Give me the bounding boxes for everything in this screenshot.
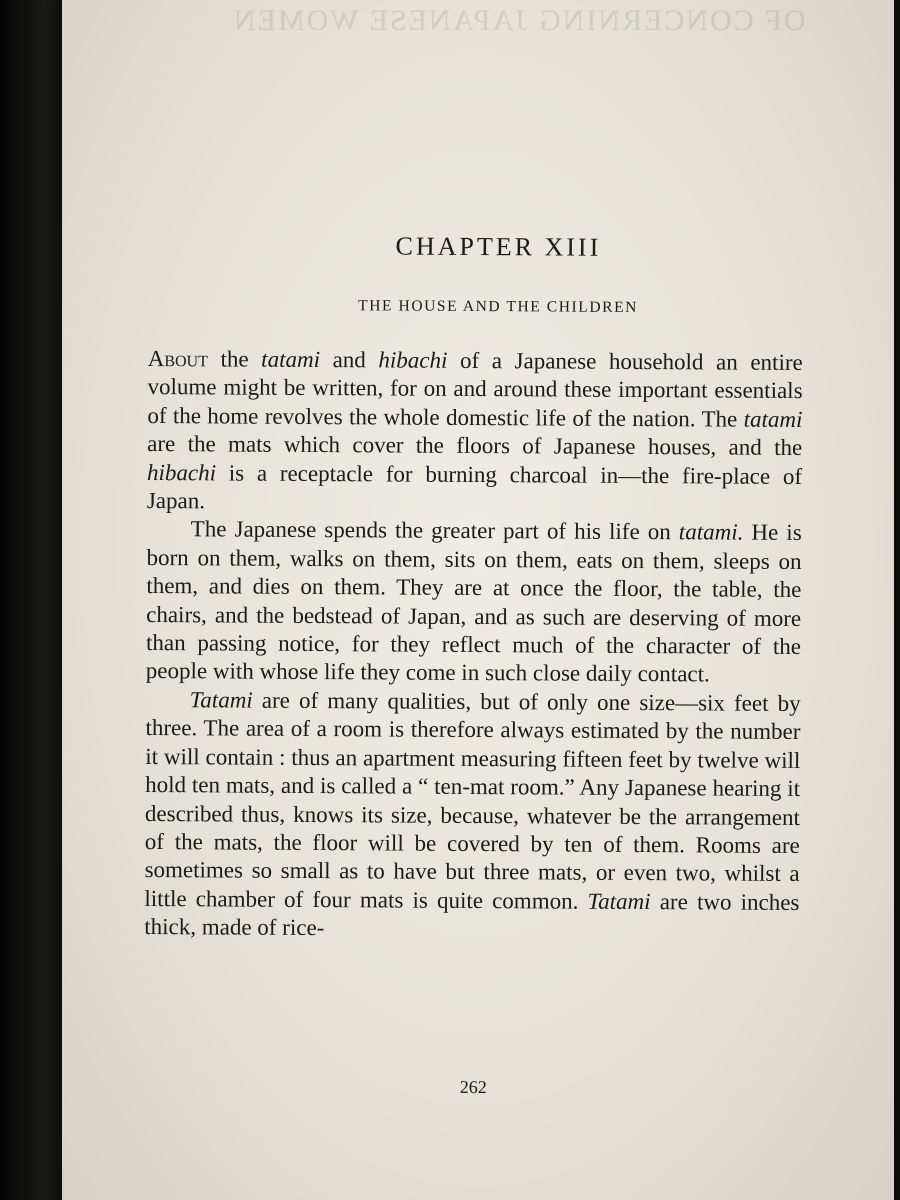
paragraph [147, 345, 803, 519]
opening-word: About [147, 345, 208, 372]
page-number: 262 [459, 1076, 487, 1098]
text-run: The Japanese spends the greater part of his life on [190, 516, 679, 545]
paragraph [146, 515, 802, 689]
italic-term: Tatami [189, 687, 253, 713]
text-run: the [207, 346, 262, 372]
text-run: and [319, 347, 379, 373]
text-run: are two inches thick, made of rice- [144, 888, 800, 941]
chapter-title: CHAPTER XIII [395, 231, 602, 262]
chapter-subtitle: THE HOUSE AND THE CHILDREN [358, 297, 639, 316]
text-run: of a Japanese household an entire volume might be written, for on and around these important essentials of the home revolves the whole domestic life of the nation. The [147, 347, 803, 432]
italic-term: tatami [261, 346, 321, 373]
italic-term: hibachi [146, 459, 217, 486]
text-run: is a receptacle for burning charcoal in—the fire-place of Japan. [146, 460, 803, 514]
text-run: are of many qualities, but of only one size—six feet by three. The area of a room is therefore always estimated by the number it will contain : thus an apartment measuring fifteen feet by twelve will hold ten mats, and is called a “ ten-mat room.” Any Japanese hearing it described thus, knows its size, because, whatever be the arrangement of the mats, the floor will be covered by ten of them. Rooms are sometimes so small as to have but three mats, or even two, whilst a little chamber of four mats is quite common. [144, 687, 801, 914]
text-run: He is born on them, walks on them, sits on them, eats on them, sleeps on them, and dies on them. They are at once the floor, the table, the chairs, and the bedstead of Japan, and as such are deserving of more than passing notice, for they reflect much of the character of the people with whose life they come in such close daily contact. [145, 520, 802, 687]
bleed-running-header: OF CONCERNING JAPANESE WOMEN [232, 4, 806, 37]
italic-term: tatami. [678, 519, 744, 546]
italic-term: hibachi [378, 347, 448, 373]
text-run: are the mats which cover the floors of Japanese houses, and the [147, 431, 803, 461]
paragraph [144, 686, 801, 946]
italic-term: tatami [743, 406, 803, 432]
body-text [144, 345, 803, 946]
book-page [62, 0, 894, 1200]
italic-term: Tatami [587, 888, 651, 914]
